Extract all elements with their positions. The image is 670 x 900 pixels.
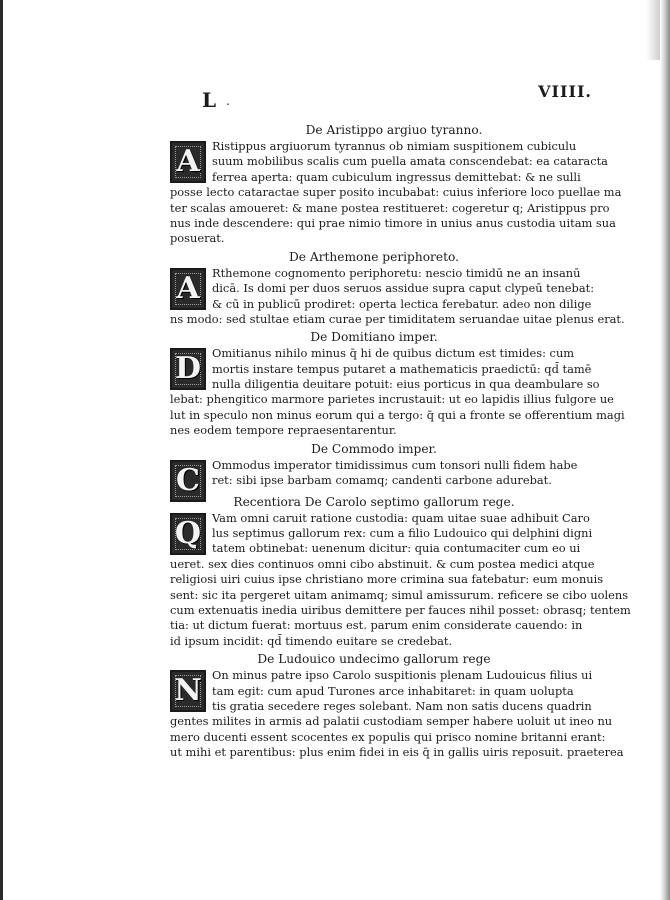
text-line: mero ducenti essent scocentes ex populis qui prisco nomine britanni erant: (170, 729, 606, 744)
text-line: lebat: phengitico marmore parietes incrustauit: ut eo lapidis illius fulgore ue (170, 392, 614, 407)
text-line: id ipsum incidit: qd̄ timendo euitare se credebat. (170, 633, 453, 648)
decorated-initial (170, 348, 206, 390)
decorated-initial (170, 460, 206, 502)
text-line: lus septimus gallorum rex: cum a filio Ludouico qui delphini digni (212, 526, 593, 541)
section-heading: De Ludouico undecimo gallorum rege (257, 652, 491, 667)
paragraph-domitian (170, 346, 625, 438)
initial-letter: C (176, 462, 200, 498)
paragraph-aristippus (170, 139, 622, 247)
text-line: & cū in publicū prodiret: operta lectica ferebatur. adeo non dilige (212, 296, 592, 311)
running-head-mark: . (226, 94, 230, 108)
page-top-right-shadow (646, 0, 660, 60)
initial-letter: Q (174, 515, 202, 551)
initial-letter: A (176, 144, 200, 179)
text-line: ferrea aperta: quam cubiculum ingressus demittebat: & ne sulli (212, 169, 581, 184)
text-line: ter scalas amoueret: & mane postea restitueret: cogeretur q; Aristippus pro (170, 200, 610, 215)
section-heading: Recentiora De Carolo septimo gallorum rege. (233, 494, 515, 509)
text-line: nes eodem tempore repraesentarentur. (170, 423, 397, 438)
text-line: Ommodus imperator timidissimus cum tonsori nulli fidem habe (212, 457, 578, 472)
text-line: tia: ut dictum fuerat: mortuus est. parum enim considerate cauendo: in (170, 618, 583, 633)
text-line: dicā. Is domi per duos seruos assidue supra caput clypeū tenebat: (212, 281, 595, 296)
text-line: ut mihi et parentibus: plus enim fidei in eis q̄ in gallis uiris reposuit. praeterea (170, 745, 624, 760)
text-line: nus inde descendere: qui prae nimio timore in unius anus custodia uitam sua (170, 215, 616, 230)
page-right-edge (660, 0, 670, 900)
text-line: lut in speculo non minus eorum qui a tergo: q̄ qui a fronte se offerentium magi (170, 407, 625, 422)
decorated-initial (170, 513, 206, 555)
running-head (202, 82, 592, 112)
text-block (170, 120, 631, 761)
text-line: gentes milites in armis ad palatii custodiam semper habere uoluit ut ineo nu (170, 714, 613, 729)
folio-number: VIIII. (538, 82, 592, 101)
text-line: tatem obtinebat: uenenum dicitur: quia contumaciter cum eo ui (212, 541, 581, 556)
page-left-edge (0, 0, 3, 900)
decorated-initial (170, 670, 206, 712)
text-line: On minus patre ipso Carolo suspitionis plenam Ludouicus filius ui (212, 668, 593, 683)
decorated-initial (170, 141, 206, 183)
text-line: Omitianus nihilo minus q̄ hi de quibus dictum est timides: cum (212, 346, 575, 361)
section-heading: De Commodo imper. (311, 441, 437, 456)
initial-letter: A (176, 270, 200, 306)
text-line: ret: sibi ipse barbam comamq; candenti carbone adurebat. (212, 473, 552, 488)
text-line: tis gratia secedere reges solebant. Nam non satis ducens quadrin (212, 698, 592, 713)
running-head-letter: L (202, 88, 217, 112)
text-line: cum extenuatis inedia uiribus demittere per fauces nihil posset: obrasq; tentem (170, 602, 631, 617)
initial-letter: D (174, 351, 201, 387)
paragraph-charles-vii (170, 510, 631, 650)
paragraph-louis-xi (170, 668, 624, 760)
text-line: ns modo: sed stultae etiam curae per timiditatem seruandae uitae plenus erat. (170, 311, 625, 326)
text-line: ueret. sex dies continuos omni cibo abstinuit. & cum postea medici atque (170, 556, 595, 571)
paragraph-commodus (170, 457, 578, 498)
text-line: religiosi uiri cuius ipse christiano more crimina sua fatebatur: eum monuis (170, 572, 604, 587)
text-line: Rthemone cognomento periphoretu: nescio timidū ne an insanū (212, 265, 581, 280)
text-line: Ristippus argiuorum tyrannus ob nimiam suspitionem cubiculu (212, 139, 577, 153)
text-line: sent: sic ita pergeret uitam animamq; simul amissurum. reficere se cibo uolens (170, 587, 629, 602)
section-heading: De Aristippo argiuo tyranno. (305, 123, 483, 137)
text-line: posuerat. (170, 231, 225, 246)
paragraph-arthemon (170, 265, 625, 328)
text-line: posse lecto cataractae super posito incubabat: cuius inferiore loco puellae ma (170, 185, 622, 200)
section-heading: De Domitiano imper. (310, 330, 438, 345)
initial-letter: N (174, 673, 202, 709)
text-line: nulla diligentia deuitare potuit: eius porticus in qua deambulare so (212, 377, 600, 392)
decorated-initial (170, 268, 206, 310)
section-heading: De Arthemone periphoreto. (289, 249, 459, 264)
text-line: tam egit: cum apud Turones arce inhabitaret: in quam uolupta (212, 683, 574, 698)
text-line: mortis instare tempus putaret a mathematicis praedictū: qd̄ tamē (212, 361, 592, 376)
text-line: Vam omni caruit ratione custodia: quam uitae suae adhibuit Caro (212, 510, 590, 525)
text-line: suum mobilibus scalis cum puella amata conscendebat: ea cataracta (212, 154, 608, 169)
